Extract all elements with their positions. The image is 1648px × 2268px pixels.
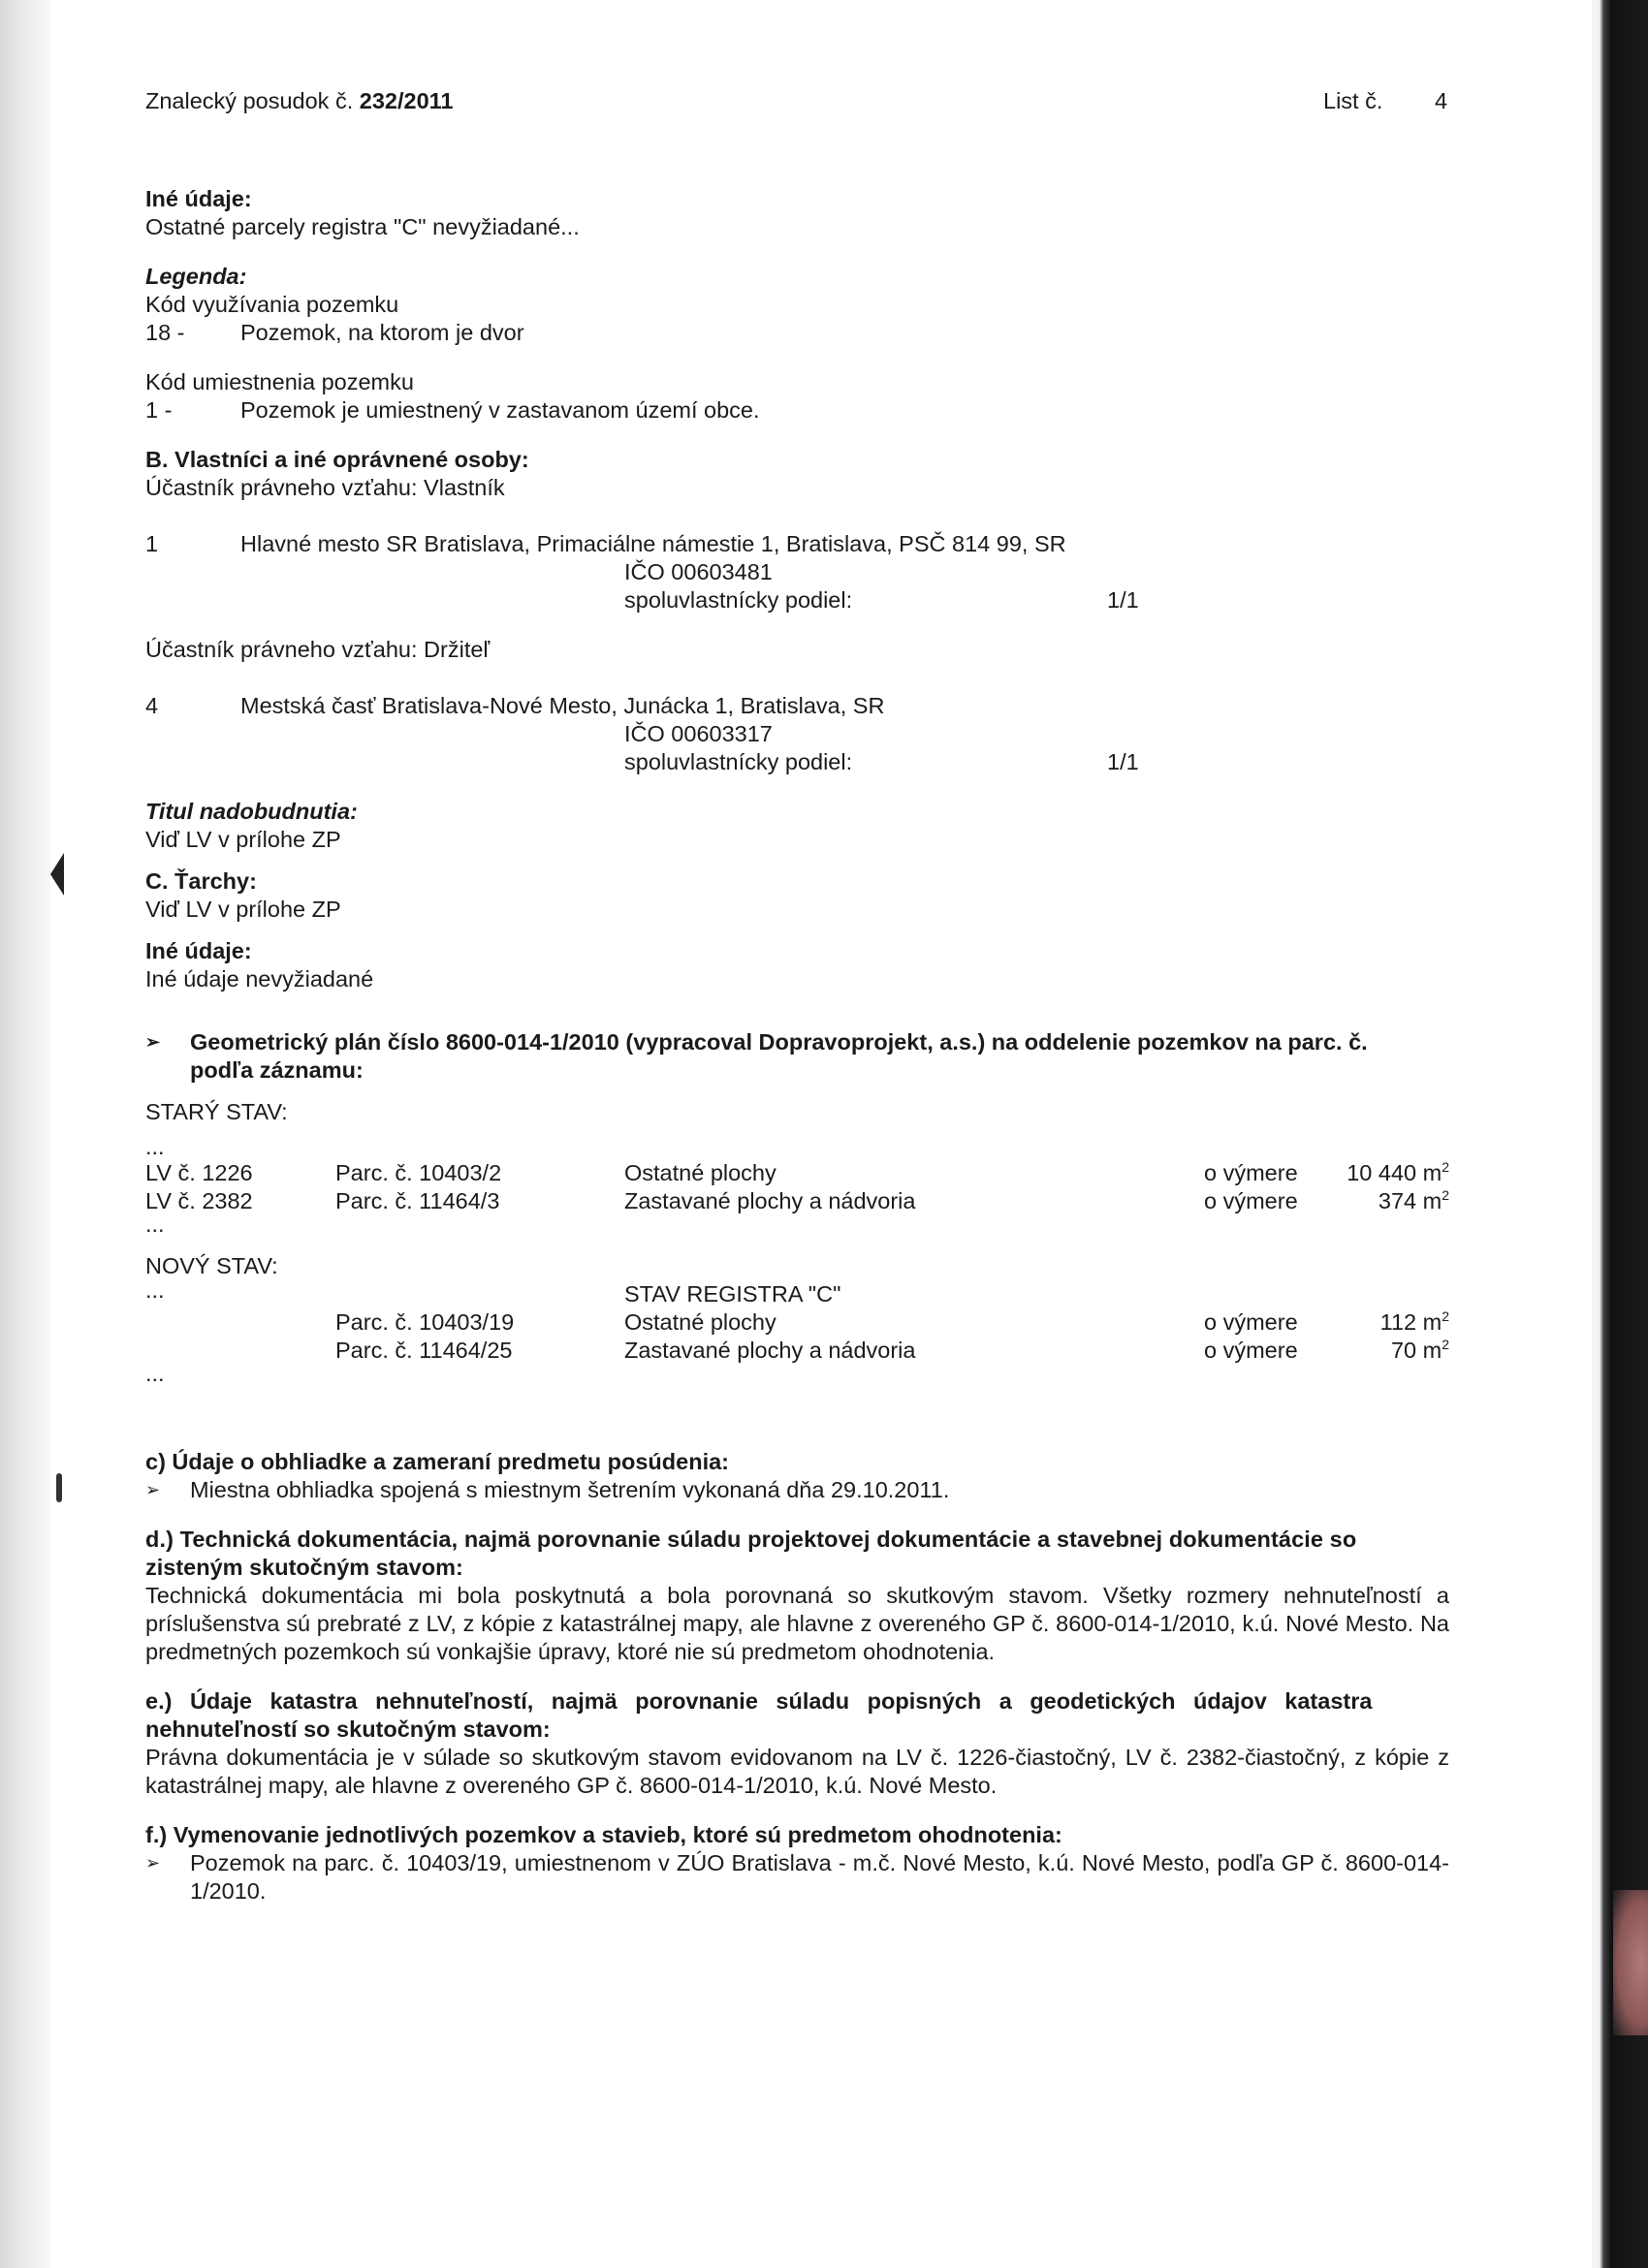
stary-stav-heading: STARÝ STAV: bbox=[145, 1099, 288, 1124]
header-title: Znalecký posudok č. bbox=[145, 88, 354, 113]
novy-stav-dots-end: ... bbox=[145, 1361, 165, 1386]
bullet-arrow-icon: ➢ bbox=[145, 1853, 161, 1873]
novy-stav-register-row: ... STAV REGISTRA "C" bbox=[145, 1277, 841, 1307]
header-number: 232/2011 bbox=[359, 88, 454, 113]
owner-2-ico: IČO 00603317 bbox=[624, 721, 773, 746]
section-c-item: ➢ Miestna obhliadka spojená s miestnym šetrením vykonaná dňa 29.10.2011. bbox=[145, 1477, 950, 1502]
kod-umiestnenia-row: 1 - Pozemok je umiestnený v zastavanom území obce. bbox=[145, 397, 760, 423]
section-f-heading: f.) Vymenovanie jednotlivých pozemkov a stavieb, ktoré sú predmetom ohodnotenia: bbox=[145, 1822, 1062, 1847]
scanner-thumb-shadow bbox=[1613, 1890, 1648, 2035]
stary-stav-dots-end: ... bbox=[145, 1212, 165, 1237]
participant-holder: Účastník právneho vzťahu: Držiteľ bbox=[145, 637, 491, 662]
table-row: LV č. 1226 Parc. č. 10403/2 Ostatné plochy o výmere 10 440 $m^2$ bbox=[145, 1159, 1449, 1185]
titul-heading: Titul nadobudnutia: bbox=[145, 799, 358, 824]
vlastnici-heading: B. Vlastníci a iné oprávnené osoby: bbox=[145, 447, 529, 472]
participant-owner: Účastník právneho vzťahu: Vlastník bbox=[145, 475, 505, 500]
gp-line-2: podľa záznamu: bbox=[190, 1057, 364, 1083]
owner-1-row: 1 Hlavné mesto SR Bratislava, Primaciálne námestie 1, Bratislava, PSČ 814 99, SR bbox=[145, 531, 1066, 556]
section-d-heading-1: d.) Technická dokumentácia, najmä porovnanie súladu projektovej dokumentácie a stavebnej dokumentácie so bbox=[145, 1527, 1357, 1552]
kod-vyuzivania-row: 18 - Pozemok, na ktorom je dvor bbox=[145, 320, 524, 345]
tarchy-text: Viď LV v prílohe ZP bbox=[145, 897, 341, 922]
owner-1-ico: IČO 00603481 bbox=[624, 559, 773, 584]
ine-udaje-text: Ostatné parcely registra "C" nevyžiadané... bbox=[145, 214, 580, 239]
section-d-heading-2: zisteným skutočným stavom: bbox=[145, 1555, 463, 1580]
tarchy-heading: C. Ťarchy: bbox=[145, 868, 257, 894]
table-row: Parc. č. 10403/19 Ostatné plochy o výmere 112 $m^2$ bbox=[335, 1308, 1449, 1335]
bullet-arrow-icon: ➢ bbox=[145, 1480, 161, 1499]
stary-stav-dots: ... bbox=[145, 1134, 165, 1159]
table-row: Parc. č. 11464/25 Zastavané plochy a nádvoria o výmere 70 $m^2$ bbox=[335, 1337, 1449, 1363]
section-e-heading-1: e.) Údaje katastra nehnuteľností, najmä porovnanie súladu popisných a geodetických údajov katastra bbox=[145, 1688, 1373, 1714]
ine-udaje-2-heading: Iné údaje: bbox=[145, 938, 252, 963]
punch-hole-mark bbox=[56, 1473, 62, 1502]
section-d-text: Technická dokumentácia mi bola poskytnutá a bola porovnaná so skutkovým stavom. Všetky rozmery nehnuteľností a príslušenstva sú prebraté z LV, z kópie z katastrálnej mapy, ale hlavne z overeného GP č. 8600-014-1/2010, k.ú. Nové Mesto. Na predmetných pozemkoch sú vonkajšie úpravy, ktoré nie sú predmetom ohodnotenia. bbox=[145, 1583, 1449, 1664]
punch-hole-mark bbox=[50, 853, 64, 896]
owner-2-share: spoluvlastnícky podiel: 1/1 bbox=[624, 749, 1139, 774]
section-e-text: Právna dokumentácia je v súlade so skutkovým stavom evidovanom na LV č. 1226-čiastočný, LV č. 2382-čiastočný, z kópie z katastrálnej mapy, ale hlavne z overeného GP č. 8600-014-1/2010, k.ú. Nové Mesto. bbox=[145, 1745, 1449, 1798]
section-c-heading: c) Údaje o obhliadke a zameraní predmetu posúdenia: bbox=[145, 1449, 729, 1474]
ine-udaje-2-text: Iné údaje nevyžiadané bbox=[145, 966, 374, 992]
owner-2-row: 4 Mestská časť Bratislava-Nové Mesto, Junácka 1, Bratislava, SR bbox=[145, 693, 885, 718]
page-header bbox=[145, 87, 1449, 115]
scan-left-edge bbox=[0, 0, 50, 2268]
owner-1-share: spoluvlastnícky podiel: 1/1 bbox=[624, 587, 1139, 613]
ine-udaje-heading: Iné údaje: bbox=[145, 186, 252, 211]
kod-umiestnenia-label: Kód umiestnenia pozemku bbox=[145, 369, 414, 394]
gp-line-1: ➢ Geometrický plán číslo 8600-014-1/2010 (vypracoval Dopravoprojekt, a.s.) na oddelenie pozemkov na parc. č. bbox=[145, 1029, 1368, 1055]
titul-text: Viď LV v prílohe ZP bbox=[145, 827, 341, 852]
stary-stav-table bbox=[145, 1159, 1449, 1215]
legenda-heading: Legenda: bbox=[145, 264, 247, 289]
bullet-arrow-icon: ➢ bbox=[145, 1032, 161, 1052]
header-list-label: List č. bbox=[1323, 88, 1383, 113]
header-list-number: 4 bbox=[1435, 88, 1448, 113]
kod-vyuzivania-label: Kód využívania pozemku bbox=[145, 292, 399, 317]
document-page bbox=[145, 87, 1449, 1906]
table-row: LV č. 2382 Parc. č. 11464/3 Zastavané plochy a nádvoria o výmere 374 $m^2$ bbox=[145, 1187, 1449, 1213]
section-e-heading-2: nehnuteľností so skutočným stavom: bbox=[145, 1717, 551, 1742]
section-f-item: ➢ Pozemok na parc. č. 10403/19, umiestnenom v ZÚO Bratislava - m.č. Nové Mesto, k.ú. Nové Mesto, podľa GP č. 8600-014-1/2010. bbox=[145, 1850, 1449, 1904]
novy-stav-heading: NOVÝ STAV: bbox=[145, 1253, 278, 1278]
